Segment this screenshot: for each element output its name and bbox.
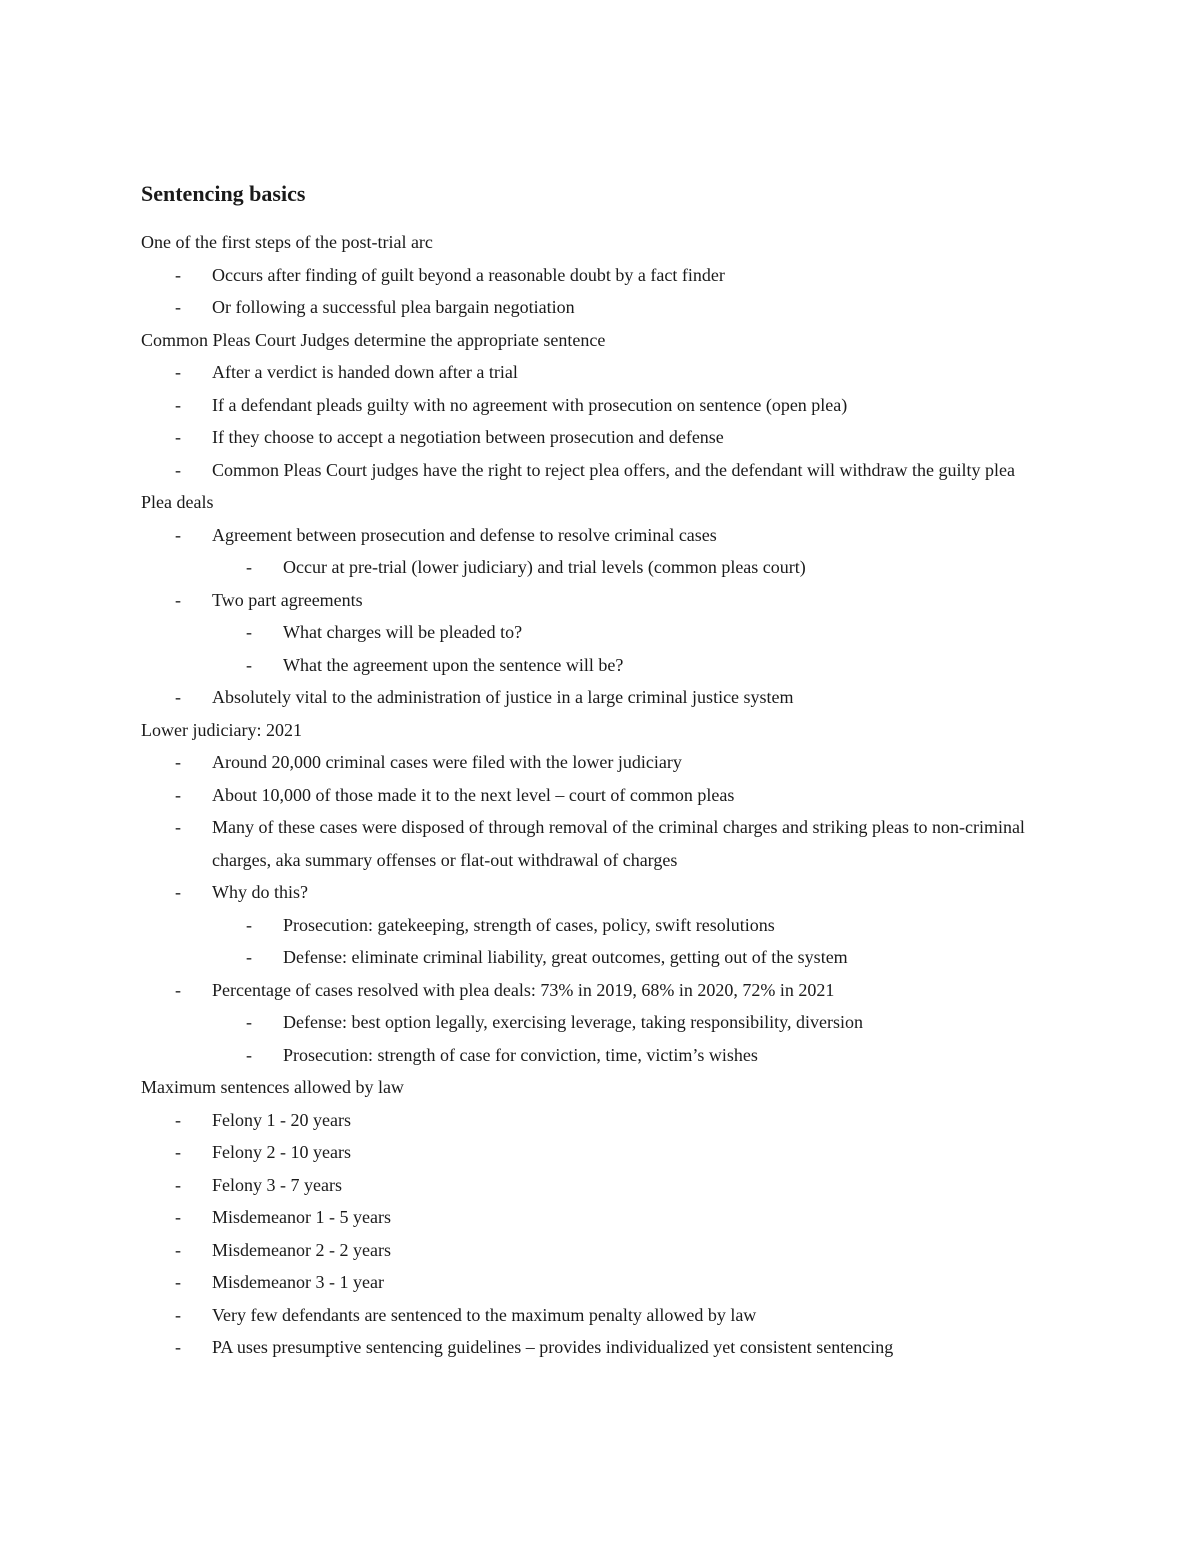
bullet-dash: - (175, 524, 181, 545)
bullet-text: If they choose to accept a negotiation between prosecution and defense (212, 427, 724, 447)
bullet-text: Around 20,000 criminal cases were filed with the lower judiciary (212, 752, 682, 772)
bullet-item (141, 259, 1041, 292)
bullet-item (141, 1201, 1041, 1234)
bullet-dash: - (175, 459, 181, 480)
bullet-item (141, 389, 1041, 422)
bullet-item (141, 519, 1041, 552)
bullet-dash: - (175, 687, 181, 707)
sub-bullet-item (141, 1039, 1041, 1072)
bullet-dash: - (175, 1174, 181, 1195)
bullet-dash: - (175, 589, 181, 610)
bullet-dash: - (175, 1109, 181, 1130)
bullet-dash: - (175, 1207, 181, 1227)
bullet-dash: - (175, 1272, 181, 1292)
bullet-item (141, 1169, 1041, 1202)
bullet-text: Absolutely vital to the administration of justice in a large criminal justice system (212, 687, 794, 707)
bullet-dash: - (175, 394, 181, 415)
section-heading: Lower judiciary: 2021 (141, 719, 302, 740)
bullet-text: Misdemeanor 2 - 2 years (212, 1239, 391, 1260)
bullet-dash: - (246, 914, 252, 935)
bullet-item (141, 1136, 1041, 1169)
bullet-item (141, 681, 1041, 714)
bullet-dash: - (175, 882, 181, 902)
bullet-dash: - (246, 622, 252, 642)
bullet-item (141, 779, 1041, 812)
bullet-item (141, 454, 1042, 487)
bullet-text: Two part agreements (212, 589, 363, 610)
bullet-text: Common Pleas Court judges have the right to reject plea offers, and the defendant will withdraw the guilty plea (212, 459, 1015, 480)
bullet-item (141, 584, 1041, 617)
bullet-item (141, 876, 1041, 909)
bullet-dash: - (246, 1044, 252, 1065)
bullet-item (141, 421, 1041, 454)
bullet-dash: - (175, 297, 181, 317)
bullet-text: Defense: eliminate criminal liability, great outcomes, getting out of the system (283, 947, 848, 967)
bullet-dash: - (175, 752, 181, 772)
bullet-text: After a verdict is handed down after a trial (212, 362, 518, 382)
bullet-dash: - (175, 784, 181, 805)
bullet-dash: - (175, 1304, 181, 1325)
bullet-text: What charges will be pleaded to? (283, 622, 523, 642)
bullet-text: What the agreement upon the sentence will be? (283, 654, 624, 675)
bullet-item (141, 974, 1041, 1007)
bullet-text: Occur at pre-trial (lower judiciary) and trial levels (common pleas court) (283, 557, 806, 577)
bullet-dash: - (175, 979, 181, 1000)
bullet-text: Occurs after finding of guilt beyond a reasonable doubt by a fact finder (212, 264, 725, 285)
bullet-text: Misdemeanor 3 - 1 year (212, 1272, 384, 1292)
sub-bullet-item (141, 649, 1041, 682)
bullet-text: Misdemeanor 1 - 5 years (212, 1207, 391, 1227)
bullet-text: About 10,000 of those made it to the next level – court of common pleas (212, 784, 735, 805)
bullet-dash: - (175, 264, 181, 285)
sub-bullet-item (141, 909, 1041, 942)
bullet-dash: - (175, 362, 181, 382)
bullet-text: Defense: best option legally, exercising leverage, taking responsibility, diversion (283, 1012, 864, 1032)
bullet-dash: - (246, 1012, 252, 1032)
bullet-dash: - (175, 1337, 181, 1357)
bullet-item (141, 291, 1041, 324)
section-heading: Common Pleas Court Judges determine the appropriate sentence (141, 329, 606, 350)
section-heading: One of the first steps of the post-trial arc (141, 232, 433, 252)
bullet-text: Percentage of cases resolved with plea deals: 73% in 2019, 68% in 2020, 72% in 2021 (212, 979, 835, 1000)
bullet-text: Or following a successful plea bargain negotiation (212, 297, 575, 317)
bullet-item (141, 1234, 1041, 1267)
bullet-dash: - (175, 817, 181, 837)
bullet-text: Felony 2 - 10 years (212, 1142, 351, 1162)
bullet-item (141, 1331, 1041, 1364)
section-heading: Plea deals (141, 492, 214, 512)
document-body (141, 226, 1041, 1364)
bullet-dash: - (246, 947, 252, 967)
sub-bullet-item (141, 1006, 1041, 1039)
bullet-text: Prosecution: strength of case for conviction, time, victim’s wishes (283, 1044, 758, 1065)
bullet-text: Felony 1 - 20 years (212, 1109, 351, 1130)
sub-bullet-item (141, 551, 1041, 584)
bullet-text: PA uses presumptive sentencing guidelines – provides individualized yet consistent sentencing (212, 1337, 894, 1357)
bullet-dash: - (175, 1142, 181, 1162)
page-title: Sentencing basics (141, 181, 306, 206)
bullet-item (141, 1104, 1041, 1137)
bullet-item (141, 746, 1041, 779)
bullet-text: Felony 3 - 7 years (212, 1174, 342, 1195)
bullet-text: Very few defendants are sentenced to the maximum penalty allowed by law (212, 1304, 757, 1325)
bullet-dash: - (246, 654, 252, 675)
bullet-text: If a defendant pleads guilty with no agreement with prosecution on sentence (open plea) (212, 394, 848, 415)
bullet-text: Many of these cases were disposed of through removal of the criminal charges and striking pleas to non-criminal charges, aka summary offenses or flat-out withdrawal of charges (212, 817, 1025, 870)
bullet-item (141, 1266, 1041, 1299)
bullet-text: Agreement between prosecution and defense to resolve criminal cases (212, 524, 717, 545)
sub-bullet-item (141, 616, 1041, 649)
bullet-text: Prosecution: gatekeeping, strength of cases, policy, swift resolutions (283, 914, 775, 935)
bullet-text: Why do this? (212, 882, 308, 902)
bullet-dash: - (175, 427, 181, 447)
bullet-dash: - (175, 1239, 181, 1260)
sub-bullet-item (141, 941, 1041, 974)
bullet-item (141, 356, 1041, 389)
bullet-item (141, 811, 1042, 876)
section-heading: Maximum sentences allowed by law (141, 1077, 404, 1097)
bullet-item (141, 1299, 1041, 1332)
bullet-dash: - (246, 557, 252, 577)
